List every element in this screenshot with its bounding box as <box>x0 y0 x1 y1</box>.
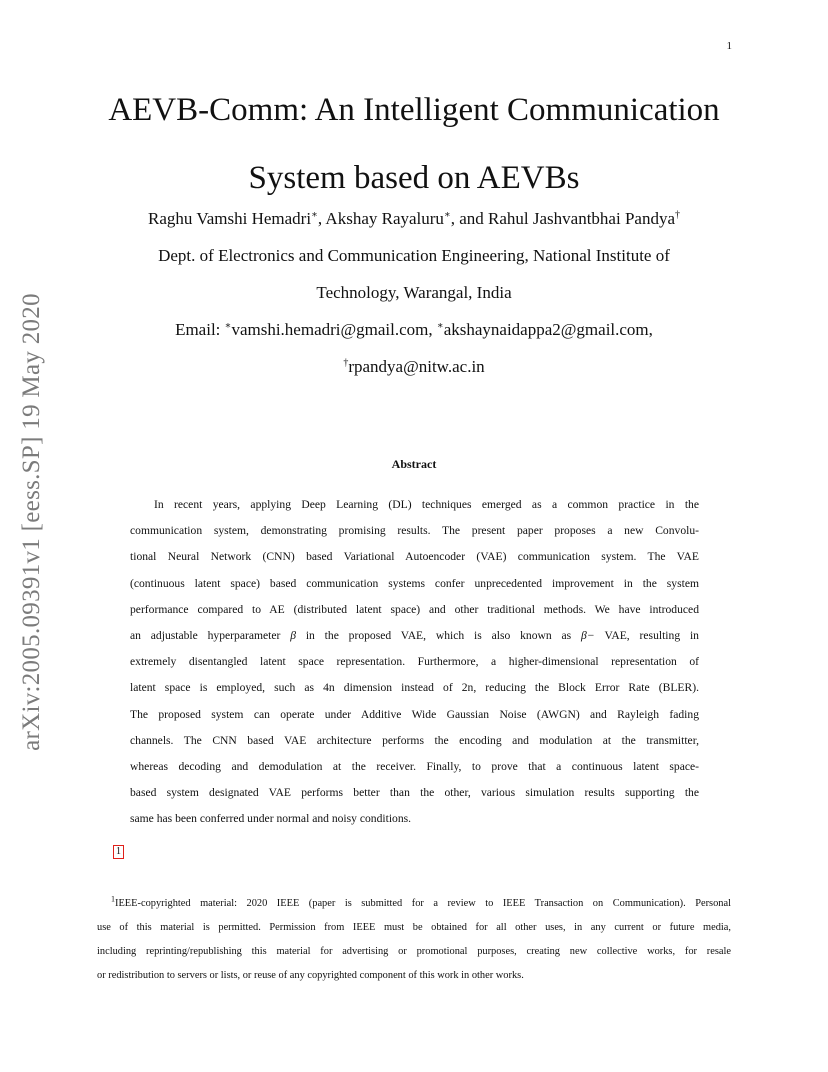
abstract-text: VAE, resulting in <box>594 629 699 643</box>
author-mark: ∗ <box>311 209 318 221</box>
affiliation-line-2: Technology, Warangal, India <box>316 283 512 302</box>
beta-symbol: β <box>290 629 296 643</box>
email-line-1 <box>0 311 828 348</box>
email-address: rpandya@nitw.ac.in <box>348 357 485 376</box>
email-prefix: Email: <box>175 320 225 339</box>
abstract-line: whereas decoding and demodulation at the receiver. Finally, to prove that a continuous latent space- <box>130 760 699 774</box>
email-mark: ∗ <box>224 320 232 332</box>
abstract-text: an adjustable hyperparameter <box>130 629 291 643</box>
footnote-mark: 1 <box>111 894 115 904</box>
paper-title <box>0 76 828 212</box>
abstract-line: performance compared to AE (distributed latent space) and other traditional methods. We have introduced <box>130 602 699 616</box>
abstract-body <box>130 492 699 833</box>
footnote-line: or redistribution to servers or lists, or reuse of any copyrighted component of this work in other works. <box>97 970 524 981</box>
abstract-heading: Abstract <box>391 457 437 471</box>
email-address: akshaynaidappa2@gmail.com, <box>443 320 653 339</box>
author-block <box>0 200 828 385</box>
footnote <box>97 892 731 988</box>
footnote-line: use of this material is permitted. Permission from IEEE must be obtained for all other uses, in any current or future media, <box>97 922 731 933</box>
email-mark: † <box>343 357 349 369</box>
title-line-1: AEVB-Comm: An Intelligent Communication <box>108 92 720 128</box>
abstract-line: (continuous latent space) based communication systems confer unprecedented improvement in the system <box>130 576 699 590</box>
abstract-text: in the proposed VAE, which is also known as <box>295 629 582 643</box>
abstract-line: In recent years, applying Deep Learning (DL) techniques emerged as a common practice in the <box>154 498 699 511</box>
footnote-line: including reprinting/republishing this material for advertising or promotional purposes, creating new collective works, for resale <box>97 946 731 957</box>
abstract-line: tional Neural Network (CNN) based Variational Autoencoder (VAE) communication system. The VAE <box>130 550 699 564</box>
author-mark: ∗ <box>443 209 451 221</box>
abstract-line: extremely disentangled latent space representation. Furthermore, a higher-dimensional representation of <box>130 655 699 669</box>
email-mark: ∗ <box>436 320 444 332</box>
page-number: 1 <box>726 40 732 52</box>
abstract-line: same has been conferred under normal and noisy conditions. <box>130 812 412 826</box>
footnote-text: IEEE-copyrighted material: 2020 IEEE (paper is submitted for a review to IEEE Transaction on Communication). Personal <box>115 898 731 909</box>
footnote-reference-link[interactable]: 1 <box>113 845 124 859</box>
arxiv-identifier-text: arXiv:2005.09391v1 [eess.SP] 19 May 2020 <box>18 293 45 751</box>
beta-symbol: β− <box>581 629 595 643</box>
affiliation-line-1: Dept. of Electronics and Communication Engineering, National Institute of <box>158 246 670 265</box>
abstract-line: latent space is employed, such as 4n dimension instead of 2n, reducing the Block Error Rate (BLER). <box>130 681 699 695</box>
email-line-2 <box>0 348 828 385</box>
email-address: vamshi.hemadri@gmail.com, <box>231 320 437 339</box>
abstract-line: The proposed system can operate under Additive Wide Gaussian Noise (AWGN) and Rayleigh fading <box>130 707 699 721</box>
abstract-line: communication system, demonstrating promising results. The present paper proposes a new Convolu- <box>130 524 699 538</box>
title-line-2: System based on AEVBs <box>248 160 580 196</box>
author-mark: † <box>675 209 680 221</box>
author-name: Raghu Vamshi Hemadri <box>148 209 312 228</box>
author-name: , Akshay Rayaluru <box>317 209 444 228</box>
footnote-line <box>97 892 731 916</box>
author-name: , and Rahul Jashvantbhai Pandya <box>450 209 675 228</box>
abstract-line: channels. The CNN based VAE architecture performs the encoding and modulation at the transmitter, <box>130 733 699 747</box>
abstract-line <box>130 623 699 649</box>
author-list <box>0 200 828 237</box>
abstract-line: based system designated VAE performs better than the other, various simulation results supporting the <box>130 786 699 800</box>
